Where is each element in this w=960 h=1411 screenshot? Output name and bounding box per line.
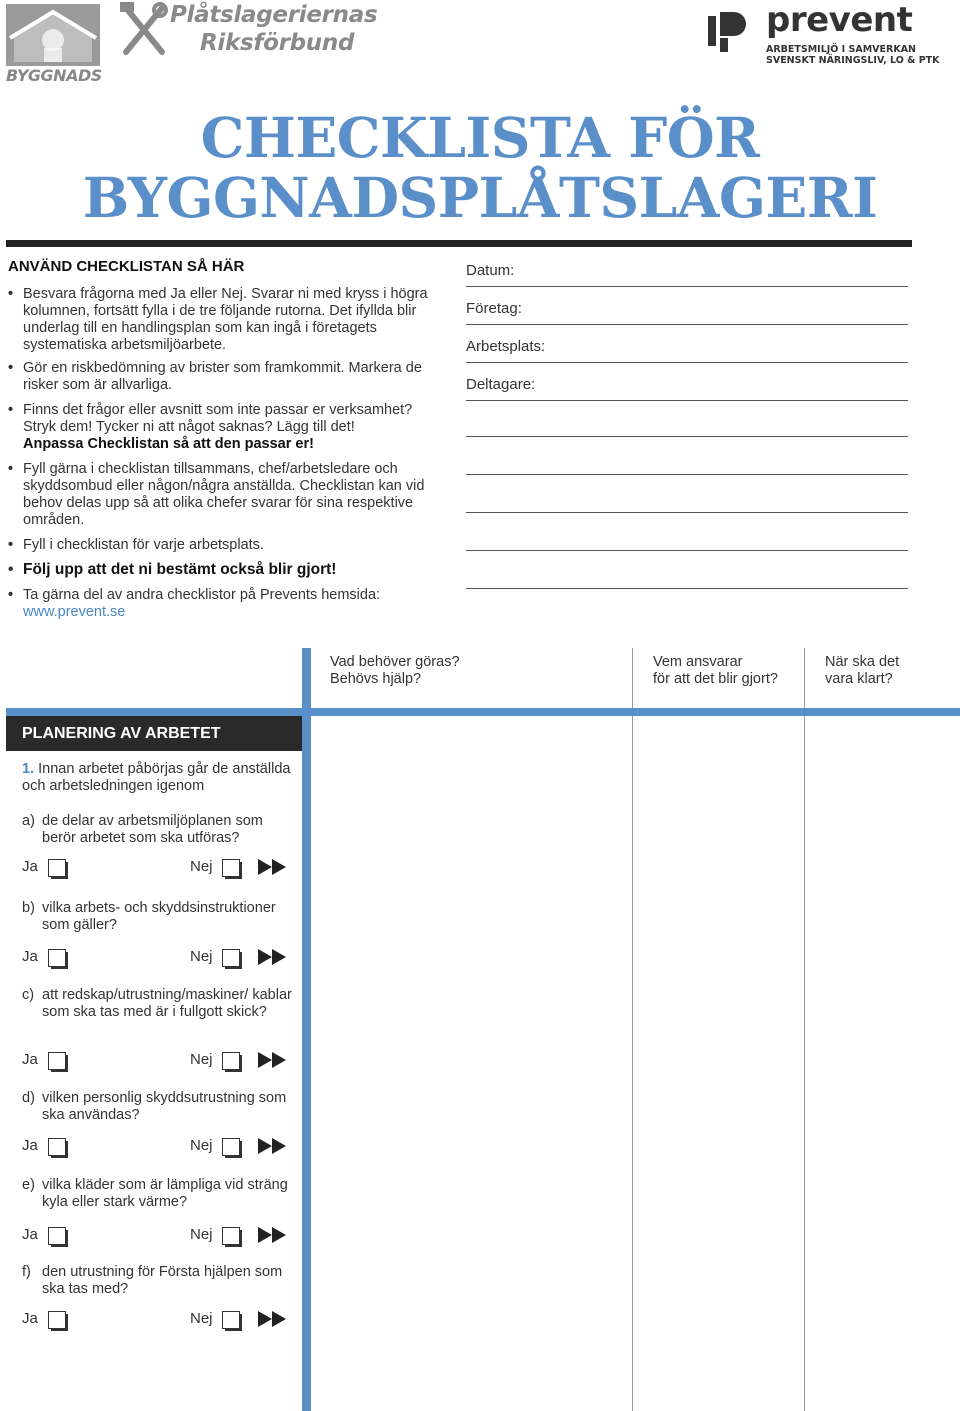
- instruction-bullet-6: [8, 561, 438, 578]
- datum-field[interactable]: [466, 262, 908, 287]
- no-label: Nej: [190, 1137, 213, 1154]
- subquestion-label: d): [22, 1090, 35, 1106]
- section-heading: PLANERING AV ARBETET: [6, 716, 302, 751]
- instruction-text: Fyll i checklistan för varje arbetsplats.: [23, 537, 264, 553]
- fast-forward-arrow-icon: [258, 1227, 288, 1243]
- instruction-text: Ta gärna del av andra checklistor på Prevents hemsida:: [23, 587, 381, 603]
- no-checkbox[interactable]: [222, 1138, 240, 1156]
- instruction-text: Fyll gärna i checklistan tillsammans, chef/arbetsledare och skyddsombud eller någon/några anställda. Checklistan kan vid behov delas upp så att olika chefer svarar för sina respektive områden.: [23, 461, 425, 528]
- no-checkbox[interactable]: [222, 949, 240, 967]
- subquestion-a: [22, 813, 294, 847]
- title-line-2: BYGGNADSPLÅTSLAGERI: [82, 165, 878, 230]
- title-line-1: CHECKLISTA FÖR: [200, 105, 760, 170]
- bullet-dot: •: [8, 402, 14, 418]
- prevent-tagline-1: ARBETSMILJÖ I SAMVERKAN: [766, 44, 916, 55]
- answer-row-d: [22, 1135, 292, 1159]
- no-checkbox[interactable]: [222, 859, 240, 877]
- instruction-bullet-1: [8, 286, 438, 354]
- yes-label: Ja: [22, 1051, 38, 1068]
- subquestion-label: b): [22, 900, 35, 916]
- no-label: Nej: [190, 1051, 213, 1068]
- bullet-dot: •: [8, 286, 14, 302]
- platslagerier-line1: Plåtslageriernas: [170, 2, 378, 28]
- fast-forward-arrow-icon: [258, 1052, 288, 1068]
- prevent-mark-icon: [708, 10, 748, 52]
- deltagare-line[interactable]: [466, 550, 908, 551]
- page-title: [0, 105, 960, 230]
- answer-row-f: [22, 1308, 292, 1332]
- subquestion-c: [22, 987, 294, 1021]
- bullet-dot: •: [8, 587, 14, 603]
- subquestion-label: f): [22, 1264, 31, 1280]
- instruction-emphasis: Anpassa Checklistan så att den passar er!: [23, 436, 314, 452]
- bullet-dot: •: [8, 461, 14, 477]
- instruction-bullet-3: [8, 402, 438, 453]
- subquestion-f: [22, 1264, 294, 1298]
- platslagerier-logo: [120, 2, 400, 60]
- column-header-who: Vem ansvarar för att det blir gjort?: [653, 654, 778, 687]
- yes-label: Ja: [22, 1226, 38, 1243]
- column-divider: [632, 648, 633, 1411]
- subquestion-b: [22, 900, 294, 934]
- question-text: Innan arbetet påbörjas går de anställda och arbetsledningen igenom: [22, 761, 291, 794]
- subquestion-label: a): [22, 813, 35, 829]
- column-header-what: Vad behöver göras? Behövs hjälp?: [330, 654, 460, 687]
- prevent-tagline-2: SVENSKT NÄRINGSLIV, LO & PTK: [766, 55, 940, 66]
- prevent-logo: [708, 0, 953, 66]
- deltagare-field[interactable]: [466, 376, 908, 401]
- subquestion-e: [22, 1177, 294, 1211]
- yes-checkbox[interactable]: [48, 949, 66, 967]
- answer-row-a: [22, 856, 292, 880]
- deltagare-line[interactable]: [466, 588, 908, 589]
- instruction-bullet-4: [8, 461, 438, 529]
- answer-row-b: [22, 946, 292, 970]
- no-checkbox[interactable]: [222, 1227, 240, 1245]
- no-label: Nej: [190, 858, 213, 875]
- fast-forward-arrow-icon: [258, 859, 288, 875]
- no-checkbox[interactable]: [222, 1311, 240, 1329]
- arbetsplats-label: Arbetsplats:: [466, 338, 546, 355]
- instruction-bullet-7: [8, 587, 438, 621]
- instruction-emphasis: Följ upp att det ni bestämt också blir gjort!: [23, 561, 337, 578]
- subquestion-text: vilken personlig skyddsutrustning som ska användas?: [42, 1090, 287, 1123]
- section-divider-accent: [6, 708, 960, 716]
- bullet-dot: •: [8, 360, 14, 376]
- instruction-bullet-2: [8, 360, 438, 394]
- column-header-when: När ska det vara klart?: [825, 654, 900, 687]
- deltagare-label: Deltagare:: [466, 376, 536, 393]
- deltagare-line[interactable]: [466, 512, 908, 513]
- prevent-website-link[interactable]: www.prevent.se: [23, 604, 126, 620]
- title-divider: [6, 240, 912, 247]
- no-checkbox[interactable]: [222, 1052, 240, 1070]
- bullet-dot: •: [8, 537, 14, 553]
- column-divider-accent: [302, 648, 311, 1411]
- bullet-dot: •: [8, 561, 14, 578]
- byggnads-house-icon: [6, 4, 100, 66]
- question-1: [22, 761, 294, 795]
- instruction-bullet-5: [8, 537, 438, 554]
- prevent-wordmark: prevent: [766, 0, 913, 40]
- foretag-field[interactable]: [466, 300, 908, 325]
- deltagare-line[interactable]: [466, 436, 908, 437]
- no-label: Nej: [190, 1226, 213, 1243]
- no-label: Nej: [190, 948, 213, 965]
- yes-label: Ja: [22, 1137, 38, 1154]
- subquestion-text: vilka arbets- och skyddsinstruktioner som gäller?: [42, 900, 276, 933]
- yes-label: Ja: [22, 948, 38, 965]
- yes-label: Ja: [22, 858, 38, 875]
- byggnads-logo: [6, 4, 100, 84]
- subquestion-label: c): [22, 987, 35, 1003]
- subquestion-label: e): [22, 1177, 35, 1193]
- yes-label: Ja: [22, 1310, 38, 1327]
- crossed-tools-icon: [120, 2, 168, 58]
- byggnads-wordmark: BYGGNADS: [6, 66, 102, 85]
- subquestion-d: [22, 1090, 294, 1124]
- subquestion-text: de delar av arbetsmiljöplanen som berör arbetet som ska utföras?: [42, 813, 263, 846]
- answer-row-e: [22, 1224, 292, 1248]
- yes-checkbox[interactable]: [48, 1227, 66, 1245]
- yes-checkbox[interactable]: [48, 1138, 66, 1156]
- instruction-text: Besvara frågorna med Ja eller Nej. Svarar ni med kryss i högra kolumnen, fortsätt fylla i de tre följande rutorna. Det ifyllda blir underlag till en handlingsplan som kan ingå i företagets systematiska arbetsmiljöarbete.: [23, 286, 428, 353]
- instructions-heading: ANVÄND CHECKLISTAN SÅ HÄR: [8, 258, 245, 275]
- datum-label: Datum:: [466, 262, 515, 279]
- question-number: 1.: [22, 761, 35, 777]
- yes-checkbox[interactable]: [48, 859, 66, 877]
- subquestion-text: den utrustning för Första hjälpen som ska tas med?: [42, 1264, 283, 1297]
- yes-checkbox[interactable]: [48, 1052, 66, 1070]
- yes-checkbox[interactable]: [48, 1311, 66, 1329]
- subquestion-text: att redskap/utrustning/maskiner/ kablar som ska tas med är i fullgott skick?: [42, 987, 292, 1020]
- instruction-text: Gör en riskbedömning av brister som framkommit. Markera de risker som är allvarliga.: [23, 360, 422, 393]
- column-divider: [804, 648, 805, 1411]
- subquestion-text: vilka kläder som är lämpliga vid sträng kyla eller stark värme?: [42, 1177, 288, 1210]
- fast-forward-arrow-icon: [258, 1138, 288, 1154]
- no-label: Nej: [190, 1310, 213, 1327]
- platslagerier-line2: Riksförbund: [200, 30, 355, 56]
- fast-forward-arrow-icon: [258, 949, 288, 965]
- instruction-text: Finns det frågor eller avsnitt som inte passar er verksamhet? Stryk dem! Tycker ni att något saknas? Lägg till det!: [23, 402, 413, 435]
- foretag-label: Företag:: [466, 300, 522, 317]
- deltagare-line[interactable]: [466, 474, 908, 475]
- arbetsplats-field[interactable]: [466, 338, 908, 363]
- answer-row-c: [22, 1049, 292, 1073]
- fast-forward-arrow-icon: [258, 1311, 288, 1327]
